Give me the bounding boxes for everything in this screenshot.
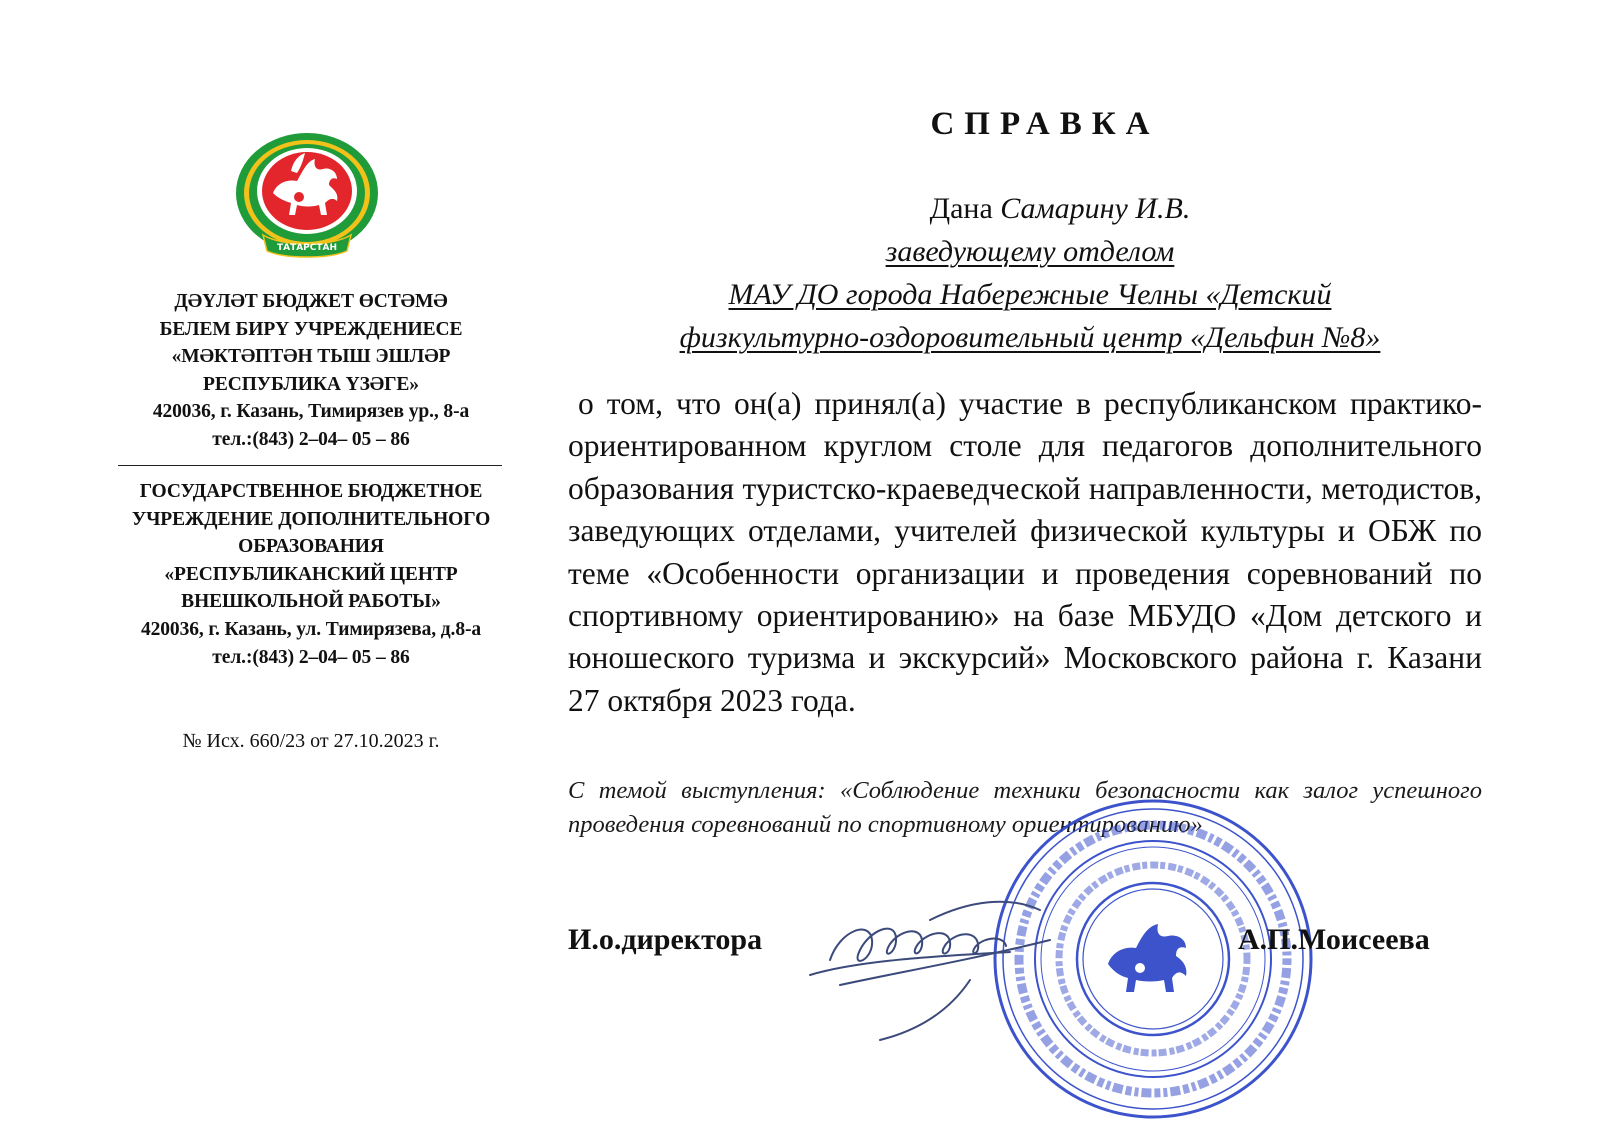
tatar-line: «МӘКТӘПТӘН ТЫШ ЭШЛӘР [171, 346, 451, 368]
issued-prefix: Дана [929, 192, 1001, 225]
document-title: СПРАВКА [930, 106, 1160, 142]
organization-line-1 [570, 276, 1490, 314]
outgoing-number: № Исх. 660/23 от 27.10.2023 г. [182, 730, 440, 752]
tatar-address: 420036, г. Казань, Тимирязев ур., 8-а [152, 401, 470, 423]
tatarstan-emblem [233, 131, 381, 261]
tatar-organization-block [80, 288, 542, 454]
tatar-line: РЕСПУБЛИКА ҮЗӘГЕ» [203, 373, 419, 395]
organization-line-2 [570, 319, 1490, 357]
russian-line: ГОСУДАРСТВЕННОЕ БЮДЖЕТНОЕ [139, 481, 483, 502]
certificate-body: о том, что он(а) принял(а) участие в республиканском практико-ориентированном круглом столе для педагогов дополнительного образования туристско-краеведческой направленности, методистов, заведующих отделами, учителей физической культуры и ОБЖ по теме «Особенности организации и проведения соревнований по спортивному ориентированию» на базе МБУДО «Дом детского и юношеского туризма и экскурсий» Московского района г. Казани 27 октября 2023 года. [568, 386, 1482, 718]
russian-address: 420036, г. Казань, ул. Тимирязева, д.8-а [140, 618, 482, 640]
recipient-position-line [570, 233, 1490, 271]
tatar-line: БЕЛЕМ БИРҮ УЧРЕЖДЕНИЕСЕ [159, 318, 463, 340]
russian-line: ОБРАЗОВАНИЯ [238, 536, 384, 558]
russian-line: УЧРЕЖДЕНИЕ ДОПОЛНИТЕЛЬНОГО [131, 508, 491, 530]
organization-text-1: МАУ ДО города Набережные Челны «Детский [728, 278, 1332, 311]
header-divider [118, 465, 502, 466]
russian-organization-block [80, 478, 542, 671]
handwritten-signature [800, 860, 1100, 1050]
presentation-topic: С темой выступления: «Соблюдение техники безопасности как залог успешного проведения соревнований по спортивному ориентированию» [568, 777, 1482, 838]
recipient-name: Самарину И.В. [1000, 192, 1191, 225]
russian-phone: тел.:(843) 2–04– 05 – 86 [212, 646, 410, 668]
russian-line: ВНЕШКОЛЬНОЙ РАБОТЫ» [181, 591, 441, 613]
emblem-label: ТАТАРСТАН [276, 243, 338, 253]
tatar-line: ДӘҮЛӘТ БЮДЖЕТ ӨСТӘМӘ [174, 291, 448, 312]
russian-line: «РЕСПУБЛИКАНСКИЙ ЦЕНТР [164, 563, 458, 585]
signatory-role: И.о.директора [568, 923, 763, 956]
signatory-name: А.П.Моисеева [1238, 923, 1430, 956]
recipient-position: заведующему отделом [885, 235, 1175, 268]
tatar-phone: тел.:(843) 2–04– 05 – 86 [212, 428, 410, 450]
organization-text-2: физкультурно-оздоровительный центр «Дельфин №8» [679, 321, 1381, 354]
recipient-line [630, 190, 1490, 228]
